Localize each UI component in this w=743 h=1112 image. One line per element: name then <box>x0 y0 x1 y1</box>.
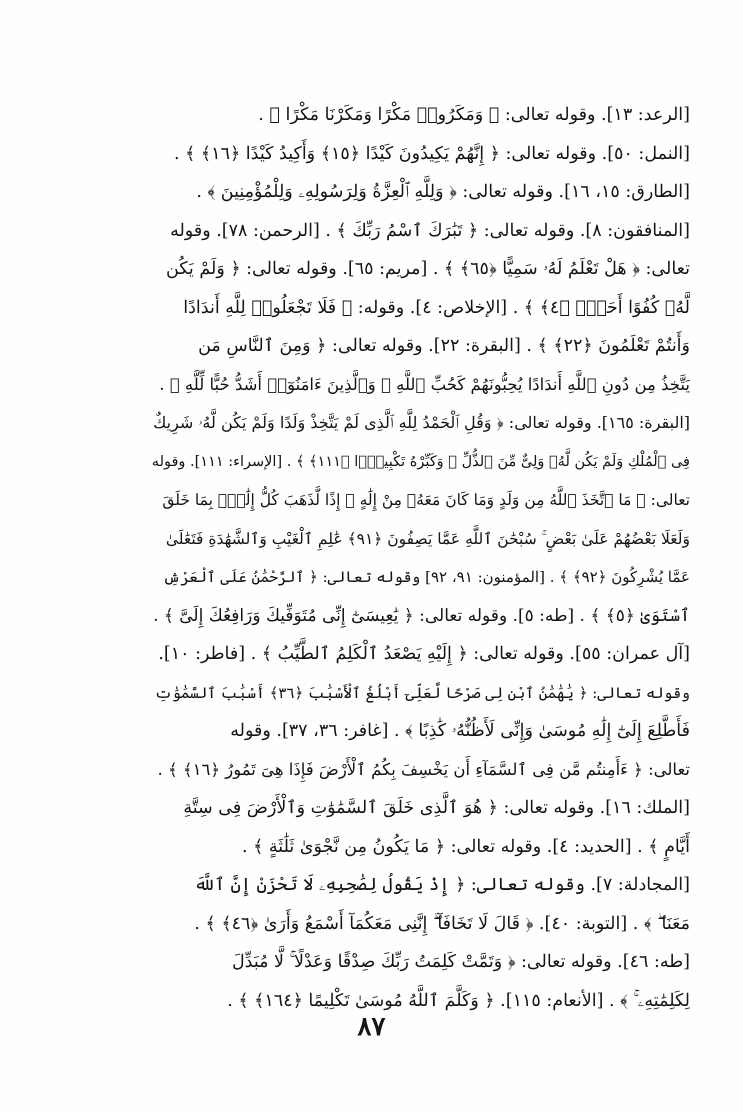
text-line: مَعَنَا ۖ ﴾ . [التوبة: ٤٠]. ﴿ قَالَ لَا تَخَافَآ ۖ إِنَّنِى مَعَكُمَآ أَسْمَعُ وَأَرَىٰ ﴿٤٦﴾ ﴾ . <box>194 913 690 934</box>
text-line: تعالى: ﴿ مَا ٱتَّخَذَ ٱللَّهُ مِن وَلَدٍ وَمَا كَانَ مَعَهُۥ مِنْ إِلَٰهٍ ۚ إِذًا لَّذَهَبَ كُلُّ إِلَٰهٍۭ بِمَا خَلَقَ <box>162 491 690 509</box>
page-number: ٨٧ <box>357 1012 386 1042</box>
text-line: [النمل: ٥٠]. وقوله تعالى: ﴿ إِنَّهُمْ يَكِيدُونَ كَيْدًا ﴿١٥﴾ وَأَكِيدُ كَيْدًا ﴿١٦﴾ ﴾ . <box>173 143 690 164</box>
text-line: [الملك: ١٦]. وقوله تعالى: ﴿ هُوَ ٱلَّذِى خَلَقَ ٱلسَّمَٰوَٰتِ وَٱلْأَرْضَ فِى سِتَّةِ <box>183 798 690 818</box>
text-line: ٱسْتَوَىٰ ﴿٥﴾ ﴾ . [طه: ٥]. وقوله تعالى: ﴿ يَٰعِيسَىٰٓ إِنِّى مُتَوَفِّيكَ وَرَافِعُكَ إِلَىَّ ﴾ . <box>153 605 690 626</box>
text-line: لِكَلِمَٰتِهِۦ ۚ ﴾ . [الأنعام: ١١٥]. ﴿ وَكَلَّمَ ٱللَّهُ مُوسَىٰ تَكْلِيمًا ﴿١٦٤﴾ ﴾ . <box>227 990 690 1011</box>
text-line: وقوله تعالى: ﴿ يَٰهَٰمَٰنُ ٱبْنِ لِى صَرْحًا لَّعَلِّىٓ أَبْلُغُ ٱلْأَسْبَٰبَ ﴿٣٦﴾ أَسْبَٰبَ ٱلسَّمَٰوَٰتِ <box>154 683 690 702</box>
text-line: [آل عمران: ٥٥]. وقوله تعالى: ﴿ إِلَيْهِ يَصْعَدُ ٱلْكَلِمُ ٱلطَّيِّبُ ﴾ . [فاطر: ١٠]. <box>158 644 690 664</box>
text-line: [المجادلة: ٧]. وقوله تعالى: ﴿ إِذْ يَقُولُ لِصَٰحِبِهِۦ لَا تَحْزَنْ إِنَّ ٱللَّهَ <box>194 875 690 895</box>
text-line: تعالى: ﴿ هَلْ تَعْلَمُ لَهُۥ سَمِيًّا ﴿٦٥﴾ ﴾ . [مريم: ٦٥]. وقوله تعالى: ﴿ وَلَمْ يَكُن <box>165 259 690 279</box>
text-line: يَتَّخِذُ مِن دُونِ ٱللَّهِ أَندَادًا يُحِبُّونَهُمْ كَحُبِّ ٱللَّهِ ۖ وَٱلَّذِينَ ءَامَنُوٓا۟ أَشَدُّ حُبًّا لِّلَّهِ ﴾ . <box>159 374 690 394</box>
text-line: فَأَطَّلِعَ إِلَىٰٓ إِلَٰهِ مُوسَىٰ وَإِنِّى لَأَظُنُّهُۥ كَٰذِبًا ﴾ . [غافر: ٣٦، ٣٧]. وقوله <box>230 721 690 741</box>
text-line: وَلَعَلَا بَعْضُهُمْ عَلَىٰ بَعْضٍ ۚ سُبْحَٰنَ ٱللَّهِ عَمَّا يَصِفُونَ ﴿٩١﴾ عَٰلِمِ ٱلْغَيْبِ وَٱلشَّهَٰدَةِ فَتَعَٰلَىٰ <box>165 529 690 548</box>
text-line: فِى ٱلْمُلْكِ وَلَمْ يَكُن لَّهُۥ وَلِىٌّ مِّنَ ٱلذُّلِّ ۖ وَكَبِّرْهُ تَكْبِيرًۢا ﴿١١١﴾ ﴾ . [الإسراء: ١١١]. وقوله <box>151 453 690 470</box>
text-line: عَمَّا يُشْرِكُونَ ﴿٩٢﴾ ﴾ . [المؤمنون: ٩١، ٩٢] وقوله تعالى: ﴿ ٱلرَّحْمَٰنُ عَلَى ٱلْعَرْشِ <box>162 568 690 586</box>
text-line: [الرعد: ١٣]. وقوله تعالى: ﴿ وَمَكَرُوا۟ مَكْرًا وَمَكَرْنَا مَكْرًا ﴾ . <box>258 105 690 125</box>
body-text <box>150 96 690 1020</box>
text-line: أَيَّامٍ ﴾ . [الحديد: ٤]. وقوله تعالى: ﴿ مَا يَكُونُ مِن نَّجْوَىٰ ثَلَٰثَةٍ ﴾ . <box>241 836 690 857</box>
text-line: [الطارق: ١٥، ١٦]. وقوله تعالى: ﴿ وَلِلَّهِ ٱلْعِزَّةُ وَلِرَسُولِهِۦ وَلِلْمُؤْمِنِينَ ﴾ . <box>196 182 690 202</box>
text-line: وَأَنتُمْ تَعْلَمُونَ ﴿٢٢﴾ ﴾ . [البقرة: ٢٢]. وقوله تعالى: ﴿ وَمِنَ ٱلنَّاسِ مَن <box>198 336 690 356</box>
text-line: [المنافقون: ٨]. وقوله تعالى: ﴿ تَبَٰرَكَ ٱسْمُ رَبِّكَ ﴾ . [الرحمن: ٧٨]. وقوله <box>170 220 690 241</box>
text-line: [طه: ٤٦]. وقوله تعالى: ﴿ وَتَمَّتْ كَلِمَتُ رَبِّكَ صِدْقًا وَعَدْلًا ۚ لَّا مُبَدِّلَ <box>231 952 690 972</box>
text-line: لَّهُۥ كُفُوًا أَحَدٌۢ ﴿٤﴾ ﴾ . [الإخلاص: ٤]. وقوله: ﴿ فَلَا تَجْعَلُوا۟ لِلَّهِ أَندَادًا <box>183 297 690 318</box>
text-line: [البقرة: ١٦٥]. وقوله تعالى: ﴿ وَقُلِ ٱلْحَمْدُ لِلَّهِ ٱلَّذِى لَمْ يَتَّخِذْ وَلَدًا وَلَمْ يَكُن لَّهُۥ شَرِيكٌ <box>153 413 690 432</box>
text-line: تعالى: ﴿ ءَأَمِنتُم مَّن فِى ٱلسَّمَآءِ أَن يَخْسِفَ بِكُمُ ٱلْأَرْضَ فَإِذَا هِىَ تَمُورُ ﴿١٦﴾ ﴾ . <box>157 759 690 779</box>
